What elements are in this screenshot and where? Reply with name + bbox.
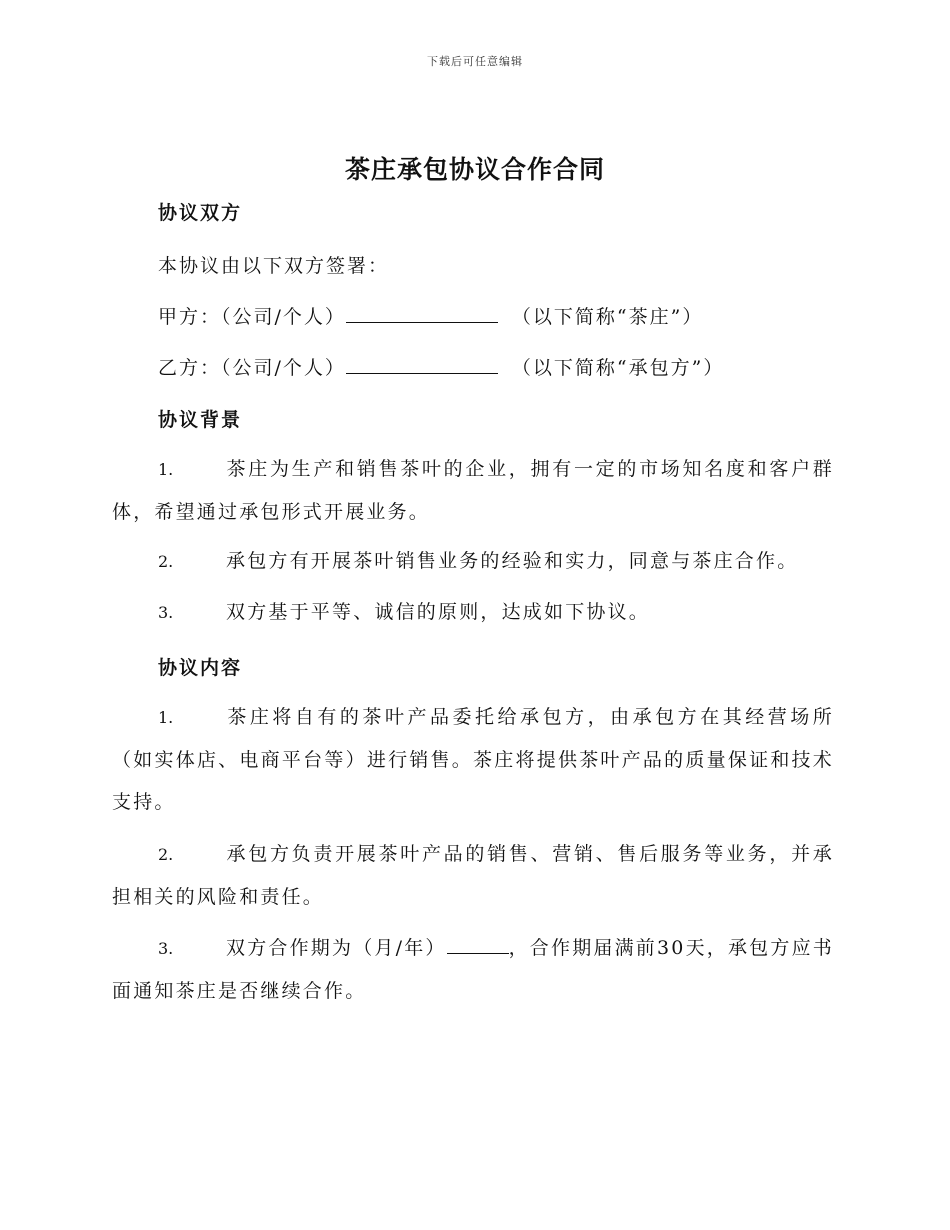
party-a-line [158, 302, 703, 329]
list-item-text: 承包方负责开展茶叶产品的销售、营销、售后服务等业务，并承担相关的风险和责任。 [112, 843, 834, 908]
list-number: 3. [158, 603, 174, 622]
list-item-text-after: ，合作期届满前30天，承包方应书面通知茶庄是否继续合作。 [112, 937, 834, 1002]
section-heading-parties: 协议双方 [158, 202, 243, 224]
parties-intro: 本协议由以下双方签署： [158, 255, 390, 277]
background-item [112, 540, 834, 583]
term-blank [447, 939, 509, 954]
list-item-text: 承包方有开展茶叶销售业务的经验和实力，同意与茶庄合作。 [226, 550, 799, 572]
list-number: 3. [158, 939, 174, 958]
list-number: 2. [158, 845, 174, 864]
section-heading-background: 协议背景 [158, 409, 243, 431]
list-number: 2. [158, 552, 174, 571]
background-item [112, 448, 834, 533]
party-b-label: 乙方：（公司/个人） [158, 357, 346, 379]
party-a-label: 甲方：（公司/个人） [158, 306, 346, 328]
party-a-blank [346, 308, 498, 323]
list-item-text: 茶庄将自有的茶叶产品委托给承包方，由承包方在其经营场所（如实体店、电商平台等）进行销售。茶庄将提供茶叶产品的质量保证和技术支持。 [112, 706, 834, 813]
document-title: 茶庄承包协议合作合同 [344, 155, 605, 184]
page-header-note: 下载后可任意编辑 [427, 55, 523, 68]
background-item [112, 591, 834, 634]
party-b-alias: （以下简称“承包方”） [511, 357, 725, 379]
content-item [112, 927, 834, 1012]
party-b-blank [346, 359, 498, 374]
party-b-line [158, 353, 724, 380]
list-item-text: 茶庄为生产和销售茶叶的企业，拥有一定的市场知名度和客户群体，希望通过承包形式开展业务。 [112, 458, 834, 523]
party-a-alias: （以下简称“茶庄”） [511, 306, 704, 328]
content-item [112, 833, 834, 918]
section-heading-content: 协议内容 [158, 657, 243, 679]
list-item-text: 双方基于平等、诚信的原则，达成如下协议。 [226, 601, 651, 623]
content-item [112, 696, 834, 823]
list-item-text-before: 双方合作期为（月/年） [226, 937, 447, 959]
list-number: 1. [158, 460, 174, 479]
list-number: 1. [158, 708, 174, 727]
